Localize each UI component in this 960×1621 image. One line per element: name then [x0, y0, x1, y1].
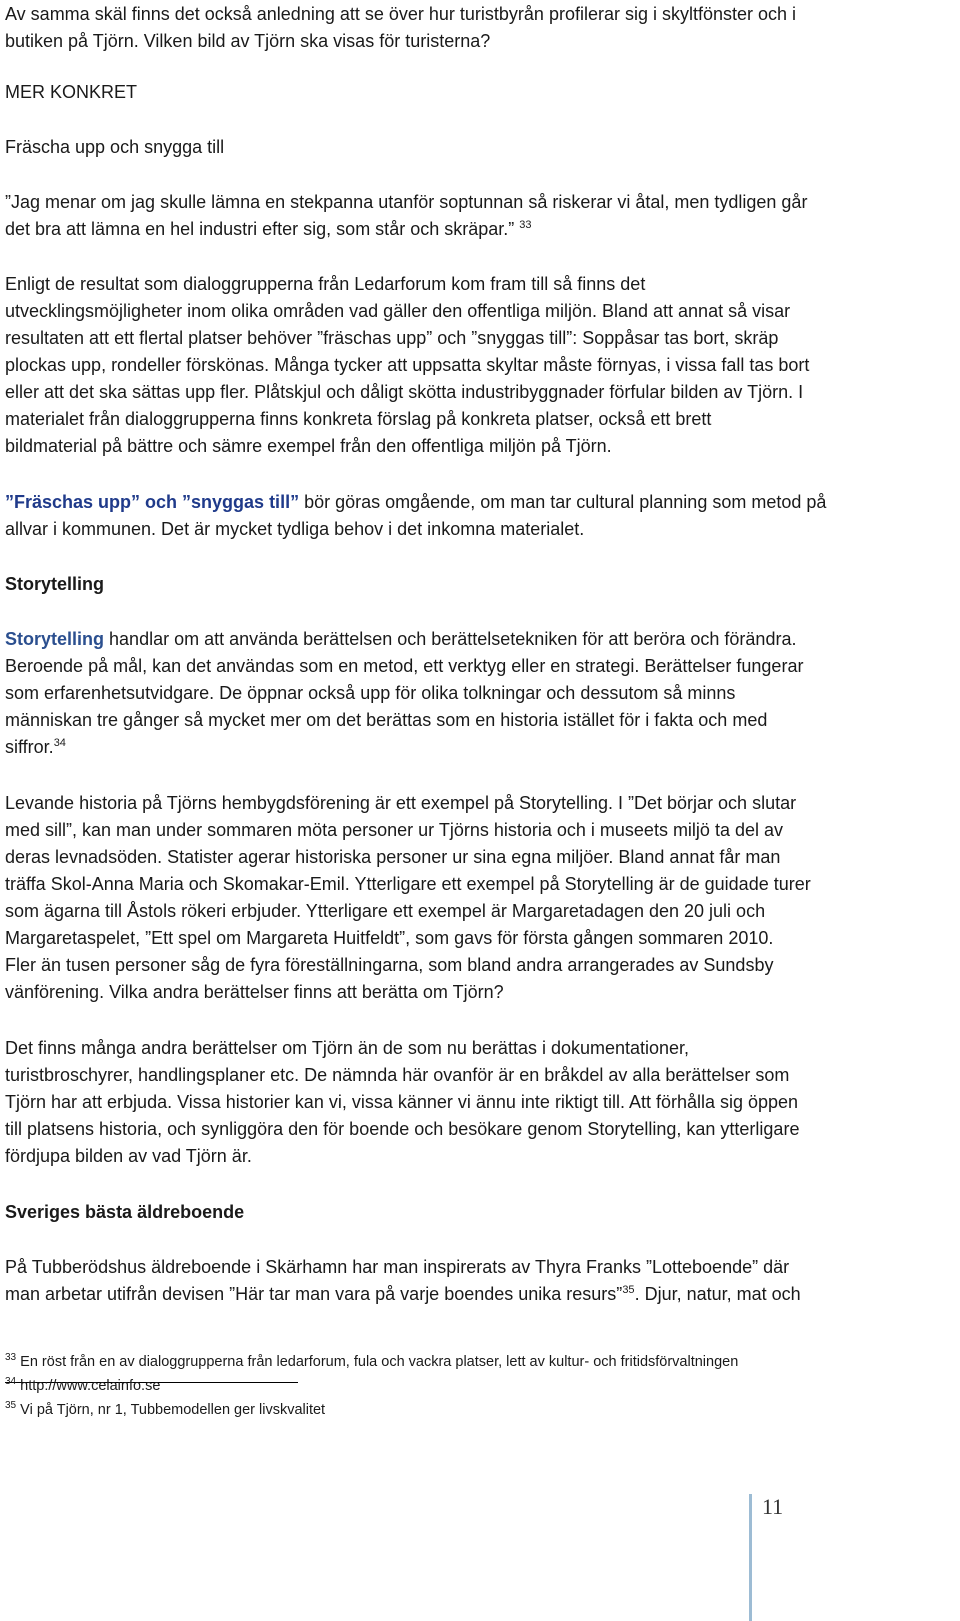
paragraph-line: som erfarenhetsutvidgare. De öppnar också upp för olika tolkningar och dessutom så minns — [5, 683, 736, 703]
footnote — [5, 1400, 325, 1420]
footnote — [5, 1352, 738, 1372]
paragraph-line: Fler än tusen personer såg de fyra föreställningarna, som bland andra arrangerades av Sundsby — [5, 955, 774, 975]
paragraph-line: man arbetar utifrån devisen ”Här tar man vara på varje boendes unika resurs”$^{35}$. Djur, natur, mat och — [5, 1284, 801, 1304]
footnote-link[interactable]: http://www.celainfo.se — [20, 1378, 161, 1394]
footnote-number: 35 — [5, 1400, 17, 1412]
paragraph-line: deras levnadsöden. Statister agerar historiska personer ur sina egna miljöer. Bland annat får man — [5, 847, 781, 867]
footnote-number: 34 — [5, 1376, 17, 1388]
paragraph-line: ”Fräschas upp” och ”snyggas till” bör göras omgående, om man tar cultural planning som metod på — [5, 492, 827, 512]
paragraph-line: vänförening. Vilka andra berättelser finns att berätta om Tjörn? — [5, 982, 504, 1002]
paragraph-line: Tjörn har att erbjuda. Vissa historier kan vi, vissa känner vi ännu inte riktigt till. Att förhålla sig öppen — [5, 1092, 799, 1112]
paragraph-line: Av samma skäl finns det också anledning att se över hur turistbyrån profilerar sig i skyltfönster och i — [5, 4, 797, 24]
paragraph-line: till platsens historia, och synliggöra den för boende och besökare genom Storytelling, kan ytterligare — [5, 1119, 800, 1139]
paragraph-line: som ägarna till Åstols rökeri erbjuder. Ytterligare ett exempel är Margaretadagen den 20 juli och — [5, 901, 766, 921]
paragraph-line: butiken på Tjörn. Vilken bild av Tjörn ska visas för turisterna? — [5, 31, 491, 51]
paragraph-line: eller att det ska sättas upp fler. Plåtskjul och dåligt skötta industribyggnader förfular bilden av Tjörn. I — [5, 382, 804, 402]
paragraph-line: med sill”, kan man under sommaren möta personer ur Tjörns historia och i museets miljö ta del av — [5, 820, 783, 840]
quote-line: det bra att lämna en hel industri efter sig, som står och skräpar.” $^{33}$ — [5, 219, 532, 239]
highlight-term: Storytelling — [5, 629, 105, 649]
paragraph-line: träffa Skol-Anna Maria och Skomakar-Emil. Ytterligare ett exempel på Storytelling är de guidade turer — [5, 874, 811, 894]
paragraph-line: människan tre gånger så mycket mer om det berättas som en historia istället för i fakta och med — [5, 710, 768, 730]
paragraph-line: fördjupa bilden av vad Tjörn är. — [5, 1146, 252, 1166]
subsection-heading: Storytelling — [5, 574, 105, 594]
paragraph-line: materialet från dialoggrupperna finns konkreta förslag på konkreta platser, också ett brett — [5, 409, 712, 429]
paragraph-line: Storytelling handlar om att använda berättelsen och berättelsetekniken för att beröra och förändra. — [5, 629, 797, 649]
footnote-ref: 35 — [622, 1284, 635, 1296]
footnote-text: En röst från en av dialoggrupperna från ledarforum, fula och vackra platser, lett av kultur- och fritidsförvaltningen — [20, 1354, 739, 1370]
quote-line: ”Jag menar om jag skulle lämna en stekpanna utanför soptunnan så riskerar vi åtal, men tydligen går — [5, 192, 808, 212]
footnote-text: Vi på Tjörn, nr 1, Tubbemodellen ger livskvalitet — [20, 1402, 326, 1418]
subsection-heading: Sveriges bästa äldreboende — [5, 1202, 245, 1222]
paragraph-line: utvecklingsmöjligheter inom olika områden vad gäller den offentliga miljön. Bland att annat så visar — [5, 301, 791, 321]
paragraph-line: Margaretaspelet, ”Ett spel om Margareta Huitfeldt”, som gavs för första gången sommaren 2010. — [5, 928, 774, 948]
paragraph-line: Levande historia på Tjörns hembygdsförening är ett exempel på Storytelling. I ”Det börjar och slutar — [5, 793, 797, 813]
paragraph-line: bildmaterial på bättre och sämre exempel från den offentliga miljön på Tjörn. — [5, 436, 612, 456]
paragraph-line: resultaten att ett flertal platser behöver ”fräschas upp” och ”snyggas till”: Soppåsar tas bort, skräp — [5, 328, 779, 348]
footnote-ref: 34 — [53, 737, 66, 749]
footnote-number: 33 — [5, 1352, 17, 1364]
footnote-ref: 33 — [519, 219, 532, 231]
paragraph-line: siffror.$^{34}$ — [5, 737, 66, 757]
paragraph-line: Enligt de resultat som dialoggrupperna från Ledarforum kom fram till så finns det — [5, 274, 646, 294]
paragraph-line: allvar i kommunen. Det är mycket tydliga behov i det inkomna materialet. — [5, 519, 585, 539]
page-number: 11 — [762, 1494, 784, 1519]
paragraph-line: turistbroschyrer, handlingsplaner etc. De nämnda här ovanför är en bråkdel av alla berättelser som — [5, 1065, 790, 1085]
paragraph-line: Det finns många andra berättelser om Tjörn än de som nu berättas i dokumentationer, — [5, 1038, 690, 1058]
paragraph-line: plockas upp, rondeller förskönas. Många tycker att uppsatta skyltar måste förnyas, i vissa fall tas bort — [5, 355, 810, 375]
footnote — [5, 1376, 160, 1396]
paragraph-line: På Tubberödshus äldreboende i Skärhamn har man inspirerats av Thyra Franks ”Lotteboende” där — [5, 1257, 790, 1277]
page-number-bar — [749, 1494, 752, 1621]
section-heading: MER KONKRET — [5, 82, 138, 102]
highlight-phrase: ”Fräschas upp” och ”snyggas till” — [5, 492, 300, 512]
paragraph-line: Beroende på mål, kan det användas som en metod, ett verktyg eller en strategi. Berättelser fungerar — [5, 656, 804, 676]
subsection-heading: Fräscha upp och snygga till — [5, 137, 225, 157]
